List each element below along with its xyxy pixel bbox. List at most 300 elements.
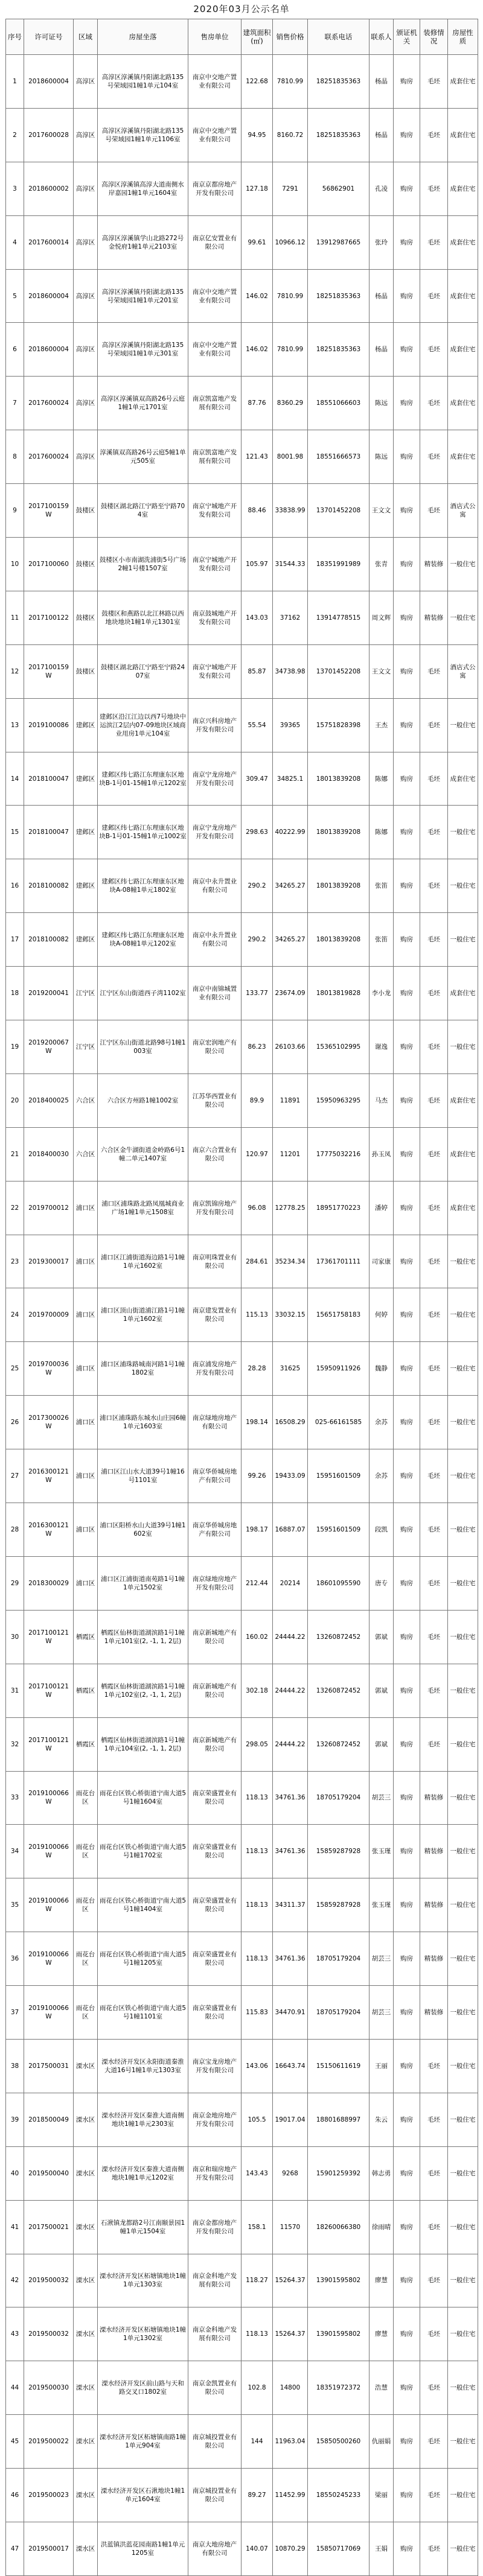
cell-issuer: 购房 xyxy=(394,269,420,323)
cell-price: 40222.99 xyxy=(273,806,308,859)
cell-property-type: 一般住宅 xyxy=(448,2146,478,2200)
table-row xyxy=(6,2254,478,2307)
cell-price: 11891 xyxy=(273,1073,308,1127)
cell-developer: 南京浦发房地产开发有限公司 xyxy=(188,1342,242,1396)
table-row xyxy=(6,859,478,913)
cell-district: 江宁区 xyxy=(74,1020,98,1074)
cell-area: 118.27 xyxy=(242,2254,273,2307)
cell-seq: 13 xyxy=(6,698,24,752)
cell-area: 140.07 xyxy=(242,2522,273,2575)
cell-property-type: 一般住宅 xyxy=(448,913,478,967)
table-row xyxy=(6,1020,478,1074)
cell-license-no: 2017100122 xyxy=(24,591,74,644)
cell-property-type: 一般住宅 xyxy=(448,859,478,913)
cell-price: 14800 xyxy=(273,2361,308,2415)
cell-property-type: 一般住宅 xyxy=(448,538,478,591)
cell-license-no: 2019500040 xyxy=(24,2146,74,2200)
cell-phone: 18251835363 xyxy=(308,323,369,377)
cell-license-no: 2019100086 xyxy=(24,698,74,752)
cell-contact: 余苏 xyxy=(369,1396,394,1449)
cell-district: 高淳区 xyxy=(74,162,98,215)
cell-phone: 18705179204 xyxy=(308,1986,369,2040)
cell-issuer: 购房 xyxy=(394,1449,420,1503)
cell-developer: 南京金凯置业有限公司 xyxy=(188,2361,242,2415)
cell-license-no: 2019500017 xyxy=(24,2522,74,2575)
cell-property-type: 一般住宅 xyxy=(448,1235,478,1288)
table-row xyxy=(6,1396,478,1449)
cell-seq: 10 xyxy=(6,538,24,591)
cell-license-no: 2018600004 xyxy=(24,323,74,377)
cell-license-no: 2019700009 xyxy=(24,1288,74,1342)
cell-contact: 胡芸三 xyxy=(369,1932,394,1986)
cell-decoration: 精装修 xyxy=(420,1825,448,1878)
column-header-district: 区域 xyxy=(74,19,98,55)
cell-address: 石湫镇龙都路2号江南颐景园1幢1单元1504室 xyxy=(98,2200,188,2254)
cell-issuer: 购房 xyxy=(394,1825,420,1878)
cell-district: 浦口区 xyxy=(74,1503,98,1557)
cell-district: 溧水区 xyxy=(74,2146,98,2200)
cell-price: 26103.66 xyxy=(273,1020,308,1074)
cell-decoration: 精装修 xyxy=(420,591,448,644)
cell-property-type: 酒店式公寓 xyxy=(448,484,478,538)
cell-district: 鼓楼区 xyxy=(74,591,98,644)
cell-phone: 13260872452 xyxy=(308,1664,369,1717)
cell-address: 浦口区浦珠路北路凤凰城商业广场1幢1单元1508室 xyxy=(98,1181,188,1235)
cell-seq: 20 xyxy=(6,1073,24,1127)
publicity-table xyxy=(5,19,478,2576)
cell-district: 溧水区 xyxy=(74,2200,98,2254)
cell-price: 10870.29 xyxy=(273,2522,308,2575)
cell-contact: 陈娜 xyxy=(369,752,394,806)
cell-address: 浦口区江山水大道39号1幢16号1101室 xyxy=(98,1449,188,1503)
cell-phone: 15150611619 xyxy=(308,2039,369,2093)
cell-contact: 张玉瑾 xyxy=(369,1825,394,1878)
cell-district: 浦口区 xyxy=(74,1556,98,1610)
cell-decoration: 精装修 xyxy=(420,1932,448,1986)
cell-contact: 余苏 xyxy=(369,1449,394,1503)
cell-contact: 张玉瑾 xyxy=(369,1878,394,1932)
cell-district: 高淳区 xyxy=(74,377,98,430)
cell-address: 浦口区顶山街道浦江路1号1幢1单元1602室 xyxy=(98,1288,188,1342)
table-row xyxy=(6,1181,478,1235)
cell-property-type: 一般住宅 xyxy=(448,2200,478,2254)
cell-license-no: 2019700012 xyxy=(24,1181,74,1235)
cell-decoration: 毛坯 xyxy=(420,1181,448,1235)
cell-decoration: 毛坯 xyxy=(420,2469,448,2522)
cell-area: 88.46 xyxy=(242,484,273,538)
cell-issuer: 购房 xyxy=(394,2093,420,2146)
cell-phone: 56862901 xyxy=(308,162,369,215)
cell-license-no: 2018300029 xyxy=(24,1556,74,1610)
cell-district: 江宁区 xyxy=(74,967,98,1020)
cell-issuer: 购房 xyxy=(394,538,420,591)
cell-property-type: 成套住宅 xyxy=(448,1181,478,1235)
table-row xyxy=(6,1986,478,2040)
cell-property-type: 成套住宅 xyxy=(448,1073,478,1127)
cell-area: 158.1 xyxy=(242,2200,273,2254)
cell-decoration: 毛坯 xyxy=(420,1664,448,1717)
cell-price: 16643.74 xyxy=(273,2039,308,2093)
table-row xyxy=(6,1664,478,1717)
cell-seq: 17 xyxy=(6,913,24,967)
page-title: 2020年03月公示名单 xyxy=(193,4,290,14)
cell-phone: 17775032216 xyxy=(308,1127,369,1181)
cell-price: 39365 xyxy=(273,698,308,752)
cell-issuer: 购房 xyxy=(394,1073,420,1127)
cell-address: 溧水经济开发区石湫地块1幢1单元1604室 xyxy=(98,2469,188,2522)
cell-district: 浦口区 xyxy=(74,1342,98,1396)
cell-contact: 王文文 xyxy=(369,644,394,698)
table-row xyxy=(6,1771,478,1825)
cell-decoration: 毛坯 xyxy=(420,1717,448,1771)
cell-price: 8160.72 xyxy=(273,108,308,162)
cell-issuer: 购房 xyxy=(394,430,420,484)
cell-district: 浦口区 xyxy=(74,1449,98,1503)
cell-district: 浦口区 xyxy=(74,1288,98,1342)
cell-property-type: 一般住宅 xyxy=(448,2039,478,2093)
cell-area: 146.02 xyxy=(242,269,273,323)
cell-property-type: 成套住宅 xyxy=(448,55,478,109)
cell-property-type: 一般住宅 xyxy=(448,1020,478,1074)
cell-district: 栖霞区 xyxy=(74,1610,98,1664)
cell-developer: 南京金科地产发展有限公司 xyxy=(188,2307,242,2361)
cell-district: 溧水区 xyxy=(74,2361,98,2415)
cell-area: 89.9 xyxy=(242,1073,273,1127)
cell-contact: 浩慧 xyxy=(369,2361,394,2415)
cell-issuer: 购房 xyxy=(394,967,420,1020)
cell-seq: 18 xyxy=(6,967,24,1020)
table-row xyxy=(6,2415,478,2469)
cell-property-type: 一般住宅 xyxy=(448,2307,478,2361)
table-row xyxy=(6,2522,478,2575)
table-row xyxy=(6,1342,478,1396)
table-row xyxy=(6,323,478,377)
cell-decoration: 毛坯 xyxy=(420,2361,448,2415)
cell-decoration: 精装修 xyxy=(420,1771,448,1825)
cell-area: 212.44 xyxy=(242,1556,273,1610)
cell-property-type: 一般住宅 xyxy=(448,1664,478,1717)
table-row xyxy=(6,430,478,484)
table-row xyxy=(6,1235,478,1288)
cell-contact: 孔凌 xyxy=(369,162,394,215)
cell-area: 146.02 xyxy=(242,323,273,377)
cell-license-no: 2019500023 xyxy=(24,2469,74,2522)
cell-area: 122.68 xyxy=(242,55,273,109)
cell-decoration: 毛坯 xyxy=(420,2200,448,2254)
cell-area: 144 xyxy=(242,2415,273,2469)
cell-seq: 31 xyxy=(6,1664,24,1717)
table-row xyxy=(6,162,478,215)
cell-property-type: 一般住宅 xyxy=(448,1610,478,1664)
cell-seq: 36 xyxy=(6,1932,24,1986)
cell-decoration: 精装修 xyxy=(420,1878,448,1932)
cell-property-type: 一般住宅 xyxy=(448,2361,478,2415)
cell-decoration: 毛坯 xyxy=(420,1556,448,1610)
cell-area: 121.43 xyxy=(242,430,273,484)
cell-price: 11963.04 xyxy=(273,2415,308,2469)
cell-address: 鼓楼区湖北路江宁路至宁路704室 xyxy=(98,484,188,538)
cell-area: 105.5 xyxy=(242,2093,273,2146)
cell-license-no: 2019300017 xyxy=(24,1235,74,1288)
cell-phone: 18251835363 xyxy=(308,269,369,323)
cell-price: 8360.29 xyxy=(273,377,308,430)
cell-contact: 张笛 xyxy=(369,913,394,967)
cell-contact: 杨晶 xyxy=(369,323,394,377)
cell-issuer: 购房 xyxy=(394,698,420,752)
cell-decoration: 毛坯 xyxy=(420,1610,448,1664)
cell-district: 六合区 xyxy=(74,1073,98,1127)
cell-property-type: 成套住宅 xyxy=(448,269,478,323)
cell-district: 浦口区 xyxy=(74,1181,98,1235)
cell-district: 雨花台区 xyxy=(74,1932,98,1986)
cell-area: 160.02 xyxy=(242,1610,273,1664)
table-row xyxy=(6,1825,478,1878)
cell-district: 高淳区 xyxy=(74,55,98,109)
cell-phone: 15901259392 xyxy=(308,2146,369,2200)
cell-district: 溧水区 xyxy=(74,2254,98,2307)
cell-contact: 徐雨晴 xyxy=(369,2200,394,2254)
cell-developer: 南京荣盛置业有限公司 xyxy=(188,1878,242,1932)
cell-license-no: 2018100047 xyxy=(24,806,74,859)
cell-phone: 18013839208 xyxy=(308,913,369,967)
cell-price: 31544.33 xyxy=(273,538,308,591)
table-header xyxy=(6,19,478,55)
cell-price: 11452.99 xyxy=(273,2469,308,2522)
cell-address: 浦口区阳桥水山大道39号1幢1602室 xyxy=(98,1503,188,1557)
cell-issuer: 购房 xyxy=(394,1932,420,1986)
table-row xyxy=(6,1127,478,1181)
cell-license-no: 2017100060 xyxy=(24,538,74,591)
cell-price: 10966.12 xyxy=(273,215,308,269)
cell-address: 江宁区东山街道北路98号1幢1003室 xyxy=(98,1020,188,1074)
cell-price: 34761.36 xyxy=(273,1825,308,1878)
cell-property-type: 一般住宅 xyxy=(448,1986,478,2040)
cell-license-no: 2019100066W xyxy=(24,1825,74,1878)
cell-seq: 34 xyxy=(6,1825,24,1878)
cell-property-type: 成套住宅 xyxy=(448,108,478,162)
cell-address: 雨花台区铁心桥街道宁南大道5号1幢1404室 xyxy=(98,1878,188,1932)
cell-issuer: 购房 xyxy=(394,1020,420,1074)
cell-area: 309.47 xyxy=(242,752,273,806)
cell-phone: 13260872452 xyxy=(308,1717,369,1771)
cell-phone: 18013819828 xyxy=(308,967,369,1020)
cell-property-type: 成套住宅 xyxy=(448,967,478,1020)
cell-issuer: 购房 xyxy=(394,1717,420,1771)
cell-area: 89.27 xyxy=(242,2469,273,2522)
cell-property-type: 一般住宅 xyxy=(448,1932,478,1986)
cell-seq: 26 xyxy=(6,1396,24,1449)
cell-phone: 13901595802 xyxy=(308,2254,369,2307)
cell-license-no: 2017300026W xyxy=(24,1396,74,1449)
cell-address: 江宁区东山街道西子湾1102室 xyxy=(98,967,188,1020)
cell-decoration: 毛坯 xyxy=(420,1449,448,1503)
cell-address: 六合区金牛湖街道金岭路6号1幢二单元1407室 xyxy=(98,1127,188,1181)
cell-seq: 15 xyxy=(6,806,24,859)
cell-area: 290.2 xyxy=(242,859,273,913)
cell-area: 133.77 xyxy=(242,967,273,1020)
cell-issuer: 购房 xyxy=(394,1610,420,1664)
cell-area: 120.97 xyxy=(242,1127,273,1181)
cell-phone: 18705179204 xyxy=(308,1932,369,1986)
cell-property-type: 一般住宅 xyxy=(448,1449,478,1503)
cell-contact: 王杰 xyxy=(369,698,394,752)
cell-contact: 张玲 xyxy=(369,215,394,269)
cell-seq: 12 xyxy=(6,644,24,698)
cell-license-no: 2019500030 xyxy=(24,2361,74,2415)
column-header-phone: 联系电话 xyxy=(308,19,369,55)
cell-seq: 5 xyxy=(6,269,24,323)
cell-property-type: 成套住宅 xyxy=(448,323,478,377)
cell-seq: 22 xyxy=(6,1181,24,1235)
cell-issuer: 购房 xyxy=(394,2254,420,2307)
table-row xyxy=(6,215,478,269)
cell-decoration: 毛坯 xyxy=(420,430,448,484)
cell-license-no: 2019200067W xyxy=(24,1020,74,1074)
cell-seq: 44 xyxy=(6,2361,24,2415)
cell-property-type: 一般住宅 xyxy=(448,2469,478,2522)
cell-address: 建邺区沿江江边以西7号地块中运滨江2层内07-09地块区域商业用房1单元104室 xyxy=(98,698,188,752)
cell-price: 24444.22 xyxy=(273,1610,308,1664)
cell-developer: 南京中交地产置业有限公司 xyxy=(188,323,242,377)
cell-district: 高淳区 xyxy=(74,430,98,484)
cell-contact: 段凯 xyxy=(369,1503,394,1557)
cell-contact: 李小龙 xyxy=(369,967,394,1020)
cell-contact: 郭斌 xyxy=(369,1610,394,1664)
table-row xyxy=(6,269,478,323)
table-row xyxy=(6,2469,478,2522)
cell-property-type: 一般住宅 xyxy=(448,1771,478,1825)
cell-district: 雨花台区 xyxy=(74,1771,98,1825)
cell-decoration: 毛坯 xyxy=(420,1127,448,1181)
column-header-contact: 联系人 xyxy=(369,19,394,55)
cell-license-no: 2019100066W xyxy=(24,1878,74,1932)
cell-license-no: 2018400025 xyxy=(24,1073,74,1127)
cell-contact: 陈远 xyxy=(369,430,394,484)
column-header-price: 销售价格 xyxy=(273,19,308,55)
cell-seq: 38 xyxy=(6,2039,24,2093)
cell-license-no: 2018100082 xyxy=(24,859,74,913)
table-row xyxy=(6,538,478,591)
cell-developer: 南京大地房地产有限公司 xyxy=(188,2522,242,2575)
cell-seq: 1 xyxy=(6,55,24,109)
cell-license-no: 2019500032 xyxy=(24,2254,74,2307)
cell-issuer: 购房 xyxy=(394,1664,420,1717)
cell-license-no: 2019100066W xyxy=(24,1932,74,1986)
cell-property-type: 一般住宅 xyxy=(448,1503,478,1557)
table-row xyxy=(6,1610,478,1664)
cell-price: 33032.15 xyxy=(273,1288,308,1342)
cell-decoration: 精装修 xyxy=(420,538,448,591)
cell-issuer: 购房 xyxy=(394,1503,420,1557)
cell-issuer: 购房 xyxy=(394,859,420,913)
cell-phone: 18601095590 xyxy=(308,1556,369,1610)
cell-decoration: 毛坯 xyxy=(420,2415,448,2469)
cell-property-type: 酒店式公寓 xyxy=(448,644,478,698)
cell-developer: 南京金都房地产开发有限公司 xyxy=(188,2200,242,2254)
table-row xyxy=(6,752,478,806)
cell-issuer: 购房 xyxy=(394,2469,420,2522)
cell-developer: 南京六合置业有限公司 xyxy=(188,1127,242,1181)
cell-decoration: 毛坯 xyxy=(420,859,448,913)
cell-seq: 46 xyxy=(6,2469,24,2522)
cell-property-type: 一般住宅 xyxy=(448,1342,478,1396)
cell-seq: 32 xyxy=(6,1717,24,1771)
cell-decoration: 毛坯 xyxy=(420,377,448,430)
cell-seq: 27 xyxy=(6,1449,24,1503)
cell-license-no: 2018600004 xyxy=(24,269,74,323)
cell-license-no: 2016300121W xyxy=(24,1449,74,1503)
cell-area: 118.13 xyxy=(242,1932,273,1986)
cell-area: 127.18 xyxy=(242,162,273,215)
cell-developer: 南京鼓城地产开发有限公司 xyxy=(188,591,242,644)
cell-area: 99.61 xyxy=(242,215,273,269)
cell-developer: 南京凯富地产发展有限公司 xyxy=(188,377,242,430)
cell-license-no: 2017100121W xyxy=(24,1664,74,1717)
table-row xyxy=(6,1932,478,1986)
cell-price: 34761.36 xyxy=(273,1932,308,1986)
cell-phone: 15850717069 xyxy=(308,2522,369,2575)
cell-developer: 南京新城地产有限公司 xyxy=(188,1664,242,1717)
cell-seq: 47 xyxy=(6,2522,24,2575)
cell-address: 栖霞区仙林街道湖滨路1号1幢1单元102室(2, -1, 1, 2层) xyxy=(98,1664,188,1717)
table-row xyxy=(6,2093,478,2146)
cell-address: 洪蓝镇洪蓝花园南路1幢1单元1205室 xyxy=(98,2522,188,2575)
cell-property-type: 一般住宅 xyxy=(448,2093,478,2146)
cell-issuer: 购房 xyxy=(394,752,420,806)
cell-phone: 13901595802 xyxy=(308,2307,369,2361)
cell-contact: 孙玉凤 xyxy=(369,1127,394,1181)
cell-license-no: 2018400030 xyxy=(24,1127,74,1181)
cell-developer: 南京宁城地产开发有限公司 xyxy=(188,484,242,538)
cell-license-no: 2017100121W xyxy=(24,1717,74,1771)
cell-developer: 南京宁城地产开发有限公司 xyxy=(188,644,242,698)
cell-district: 雨花台区 xyxy=(74,1986,98,2040)
cell-phone: 15951601509 xyxy=(308,1503,369,1557)
cell-address: 溧水经济开发区柘塘镇南路1幢1单元904室 xyxy=(98,2415,188,2469)
cell-decoration: 毛坯 xyxy=(420,215,448,269)
cell-contact: 司家康 xyxy=(369,1235,394,1288)
table-row xyxy=(6,1717,478,1771)
cell-price: 34738.98 xyxy=(273,644,308,698)
table-row xyxy=(6,967,478,1020)
cell-property-type: 成套住宅 xyxy=(448,1127,478,1181)
cell-decoration: 毛坯 xyxy=(420,484,448,538)
cell-phone: 025-66161585 xyxy=(308,1396,369,1449)
cell-district: 雨花台区 xyxy=(74,1878,98,1932)
cell-property-type: 成套住宅 xyxy=(448,215,478,269)
cell-developer: 南京宁龙房地产开发有限公司 xyxy=(188,806,242,859)
cell-seq: 11 xyxy=(6,591,24,644)
cell-developer: 南京宁龙房地产开发有限公司 xyxy=(188,752,242,806)
cell-area: 85.87 xyxy=(242,644,273,698)
table-row xyxy=(6,377,478,430)
cell-license-no: 2017600024 xyxy=(24,377,74,430)
cell-address: 高淳区淳溪镇学山北路272号金悦府1幢1单元2103室 xyxy=(98,215,188,269)
cell-developer: 南京城投置业有限公司 xyxy=(188,2415,242,2469)
cell-issuer: 购房 xyxy=(394,2415,420,2469)
cell-phone: 18251835363 xyxy=(308,108,369,162)
cell-district: 六合区 xyxy=(74,1127,98,1181)
cell-issuer: 购房 xyxy=(394,644,420,698)
cell-seq: 2 xyxy=(6,108,24,162)
cell-price: 35234.34 xyxy=(273,1235,308,1288)
cell-phone: 18013839208 xyxy=(308,806,369,859)
cell-decoration: 毛坯 xyxy=(420,1396,448,1449)
cell-price: 16508.29 xyxy=(273,1396,308,1449)
table-row xyxy=(6,2307,478,2361)
cell-district: 溧水区 xyxy=(74,2093,98,2146)
cell-district: 建邺区 xyxy=(74,913,98,967)
